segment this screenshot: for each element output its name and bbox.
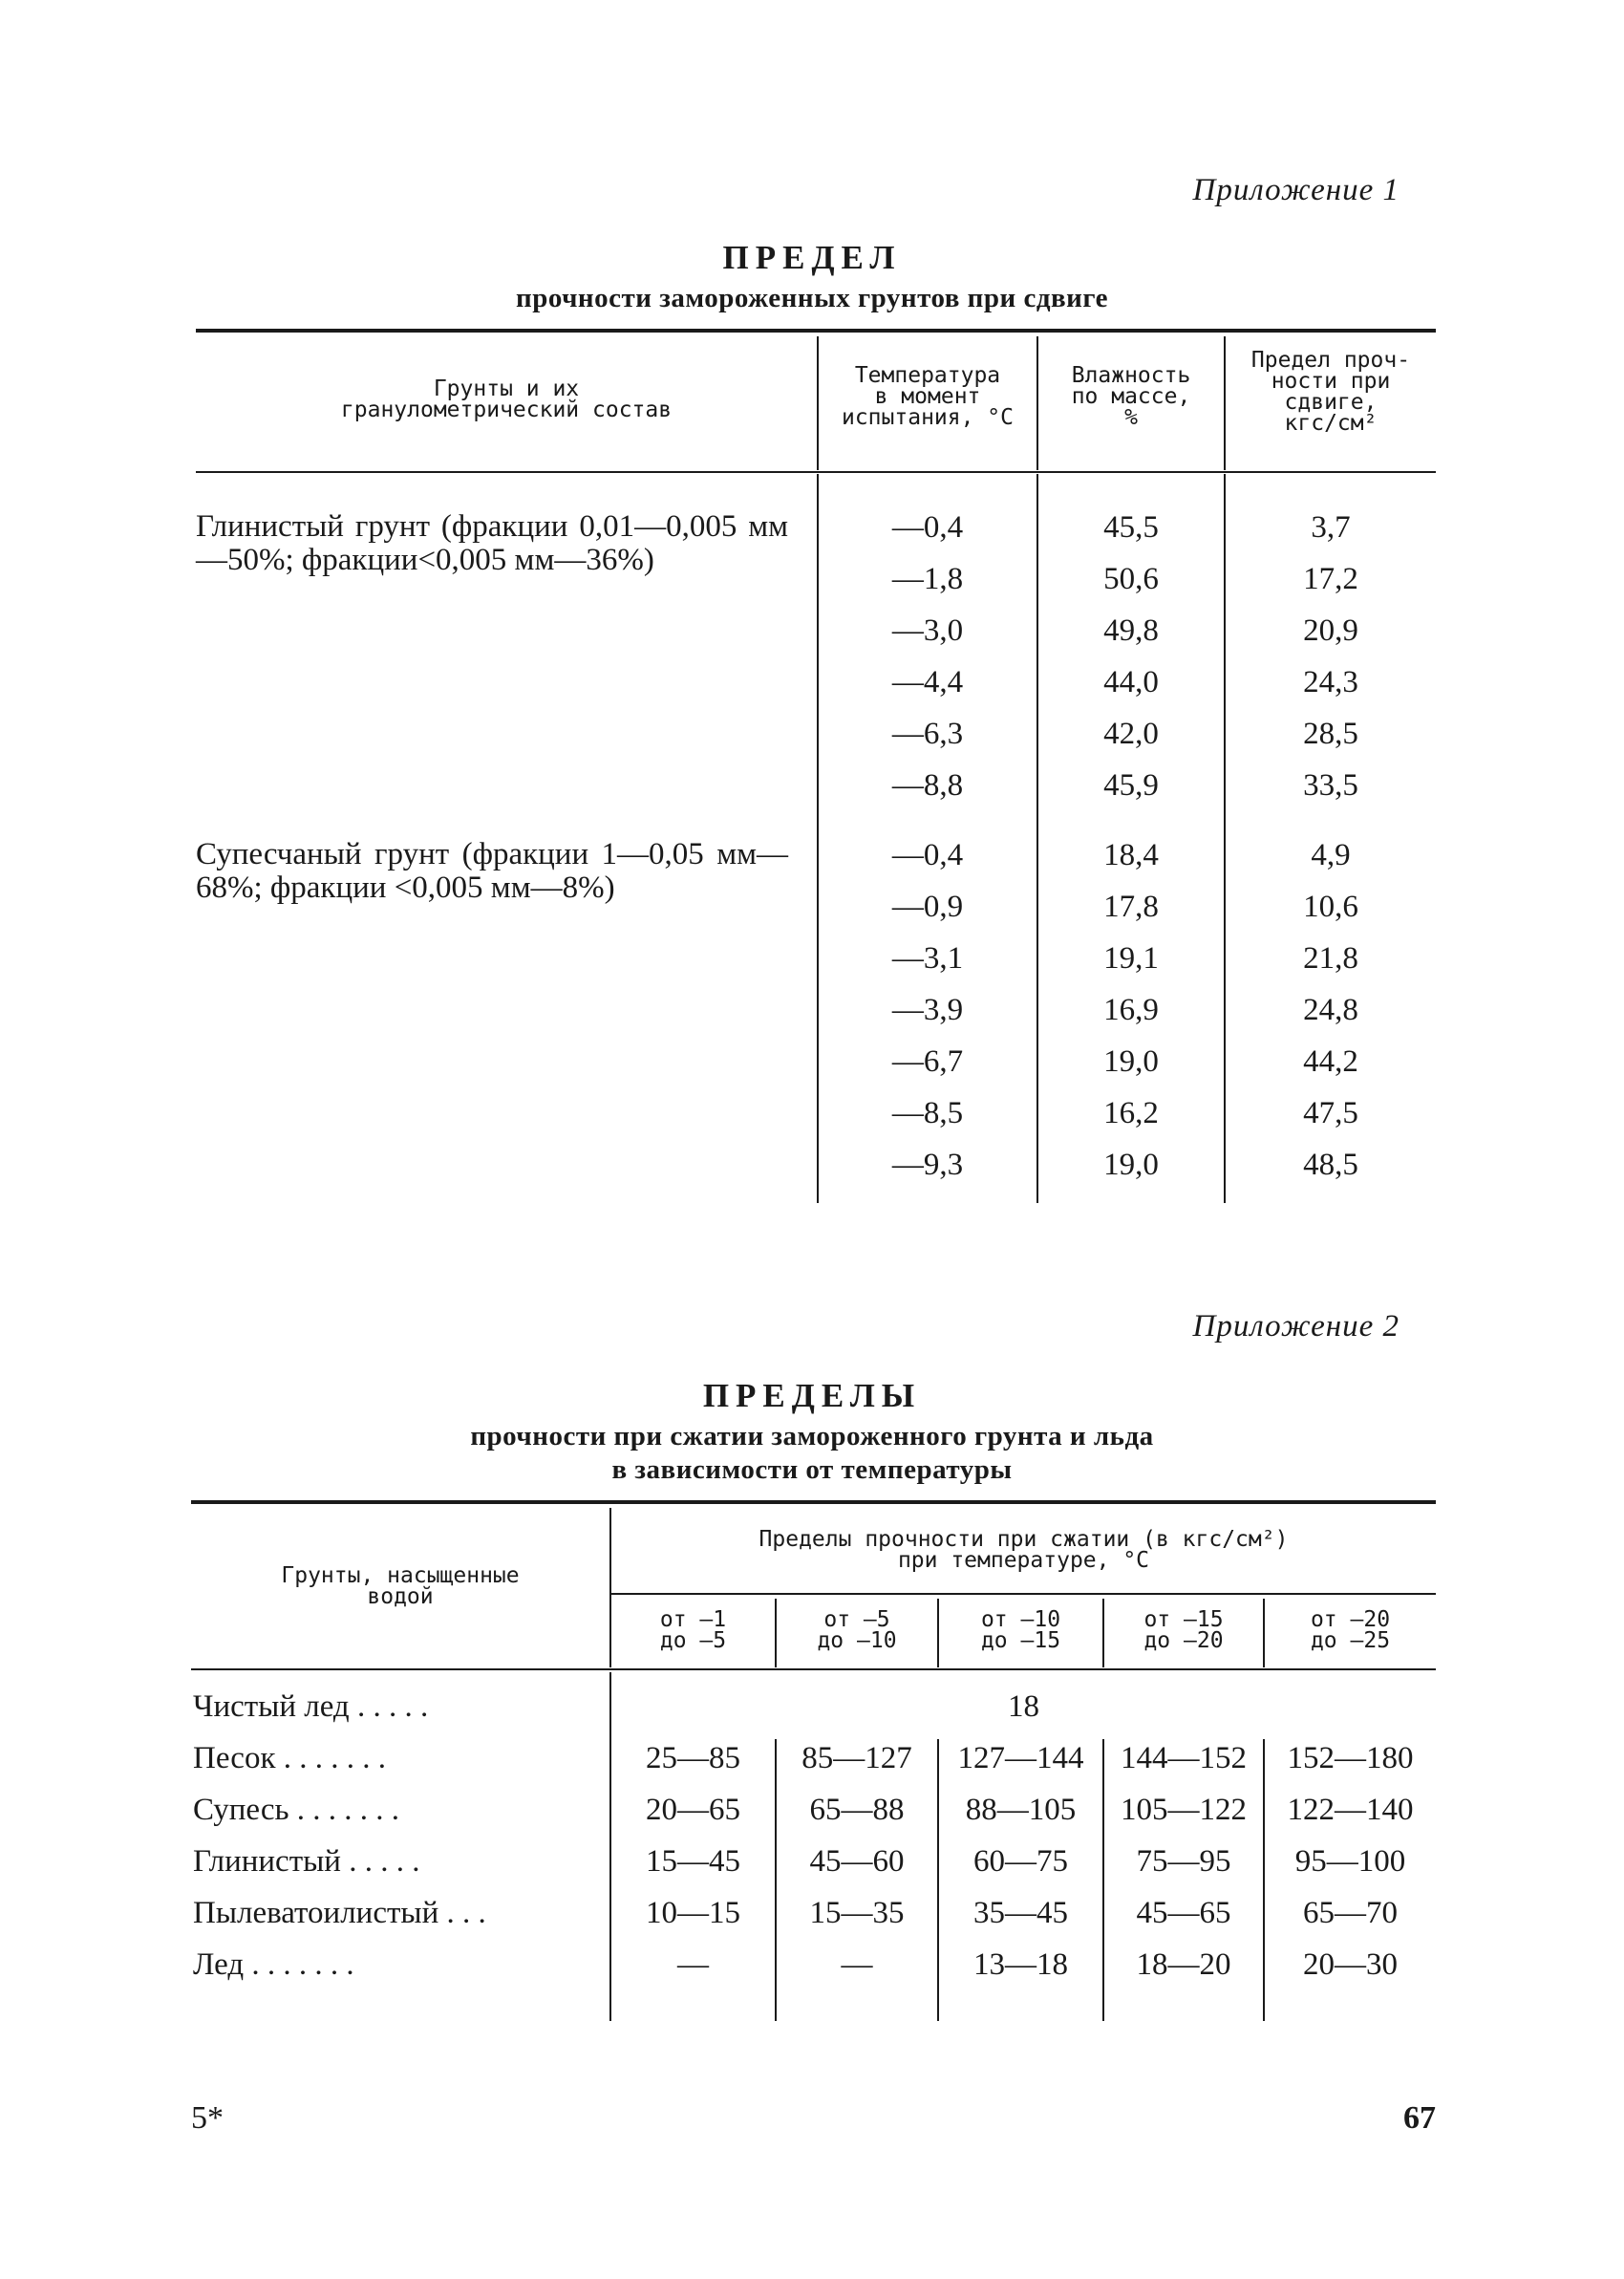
moisture-cell: 19,0 xyxy=(1103,1148,1159,1182)
appendix-2-label: Приложение 2 xyxy=(1192,1309,1400,1344)
table-2-header-range: от —1 до —5 xyxy=(659,1607,727,1653)
temperature-cell: —8,8 xyxy=(891,768,964,803)
table-1-header-temperature: Температура в момент испытания, °С xyxy=(841,363,1014,430)
moisture-cell: 17,8 xyxy=(1103,890,1159,924)
table-2-header-range: от —10 до —15 xyxy=(980,1607,1061,1653)
temperature-cell: —8,5 xyxy=(891,1096,964,1130)
shear-strength-cell: 24,8 xyxy=(1303,993,1358,1027)
strength-cell: 152—180 xyxy=(1287,1741,1414,1775)
temperature-cell: —1,8 xyxy=(891,562,964,596)
table-2-header-group: Пределы прочности при сжатии (в кгс/см²) при температуре, °С xyxy=(759,1527,1289,1573)
strength-cell: — xyxy=(677,1947,709,1982)
strength-cell: 122—140 xyxy=(1287,1793,1414,1827)
strength-cell: — xyxy=(841,1947,873,1982)
table-1-header-moisture: Влажность по массе, % xyxy=(1071,363,1191,430)
table-1 xyxy=(196,329,1436,1203)
table-2-header-range: от —15 до —20 xyxy=(1143,1607,1224,1653)
temperature-cell: —3,9 xyxy=(891,993,964,1027)
strength-cell: 65—70 xyxy=(1303,1896,1398,1930)
temperature-cell: —6,3 xyxy=(891,717,964,751)
shear-strength-cell: 24,3 xyxy=(1303,665,1358,699)
table-2-title: ПРЕДЕЛЫ xyxy=(702,1377,922,1414)
table-1-subtitle: прочности замороженных грунтов при сдвиге xyxy=(515,283,1109,313)
temperature-cell: —0,4 xyxy=(891,838,964,872)
temperature-cell: —0,9 xyxy=(891,890,964,924)
strength-cell: 15—45 xyxy=(646,1844,740,1879)
strength-cell: 15—35 xyxy=(809,1896,905,1930)
table-2-subtitle-line-1: прочности при сжатии замороженного грунта и льда xyxy=(470,1421,1154,1451)
temperature-cell: —0,4 xyxy=(891,510,964,545)
strength-cell: 13—18 xyxy=(973,1947,1068,1982)
strength-cell: 25—85 xyxy=(646,1741,740,1775)
shear-strength-cell: 10,6 xyxy=(1303,890,1358,924)
shear-strength-cell: 3,7 xyxy=(1311,510,1351,545)
moisture-cell: 19,1 xyxy=(1103,941,1159,976)
shear-strength-cell: 17,2 xyxy=(1303,562,1358,596)
strength-cell: 127—144 xyxy=(957,1741,1084,1775)
moisture-cell: 19,0 xyxy=(1103,1044,1159,1079)
shear-strength-cell: 48,5 xyxy=(1303,1148,1358,1182)
strength-cell: 95—100 xyxy=(1294,1844,1406,1879)
strength-cell: 60—75 xyxy=(973,1844,1068,1879)
row-label-sand: Песок . . . . . . . xyxy=(193,1741,386,1775)
table-1-header-shear-strength: Предел проч- ности при сдвиге, кгс/см² xyxy=(1250,348,1411,436)
temperature-cell: —3,0 xyxy=(891,613,964,648)
strength-cell: 35—45 xyxy=(973,1896,1068,1930)
strength-cell: 65—88 xyxy=(809,1793,905,1827)
table-2-header-range: от —20 до —25 xyxy=(1310,1607,1391,1653)
table-2 xyxy=(191,1500,1436,2021)
shear-strength-cell: 33,5 xyxy=(1303,768,1358,803)
strength-cell: 75—95 xyxy=(1136,1844,1231,1879)
strength-cell: 45—60 xyxy=(809,1844,905,1879)
table-1-top-rule xyxy=(196,329,1436,333)
row-label-ice: Лед . . . . . . . xyxy=(193,1947,354,1982)
table-2-header-rule xyxy=(191,1668,1436,1670)
row-label-silty: Пылеватоилистый . . . xyxy=(193,1896,486,1930)
moisture-cell: 49,8 xyxy=(1103,613,1159,648)
strength-cell: 20—65 xyxy=(646,1793,740,1827)
shear-strength-cell: 20,9 xyxy=(1303,613,1358,648)
strength-cell: 105—122 xyxy=(1121,1793,1247,1827)
moisture-cell: 18,4 xyxy=(1103,838,1159,872)
shear-strength-cell: 21,8 xyxy=(1303,941,1358,976)
row-label-clay: Глинистый . . . . . xyxy=(193,1844,420,1879)
moisture-cell: 44,0 xyxy=(1103,665,1159,699)
strength-cell: 45—65 xyxy=(1136,1896,1231,1930)
strength-cell: 10—15 xyxy=(646,1896,740,1930)
strength-cell: 88—105 xyxy=(965,1793,1077,1827)
moisture-cell: 42,0 xyxy=(1103,717,1159,751)
moisture-cell: 50,6 xyxy=(1103,562,1159,596)
strength-cell: 85—127 xyxy=(801,1741,912,1775)
table-1-header-rule xyxy=(196,471,1436,473)
strength-cell: 18—20 xyxy=(1136,1947,1231,1982)
shear-strength-cell: 47,5 xyxy=(1303,1096,1358,1130)
strength-cell: 144—152 xyxy=(1121,1741,1247,1775)
temperature-cell: —3,1 xyxy=(891,941,964,976)
shear-strength-cell: 44,2 xyxy=(1303,1044,1358,1079)
table-2-subtitle-line-2: в зависимости от температуры xyxy=(611,1454,1013,1485)
shear-strength-cell: 4,9 xyxy=(1311,838,1351,872)
table-2-top-rule xyxy=(191,1500,1436,1504)
moisture-cell: 45,5 xyxy=(1103,510,1159,545)
appendix-1-label: Приложение 1 xyxy=(1192,173,1400,207)
row-label-pure-ice: Чистый лед . . . . . xyxy=(193,1689,429,1724)
page-number: 67 xyxy=(1403,2100,1436,2136)
table-1-header-soil: Грунты и их гранулометрический состав xyxy=(340,376,673,422)
table-2-header-range: от —5 до —10 xyxy=(817,1607,897,1653)
temperature-cell: —6,7 xyxy=(891,1044,964,1079)
moisture-cell: 45,9 xyxy=(1103,768,1159,803)
moisture-cell: 16,2 xyxy=(1103,1096,1159,1130)
shear-strength-cell: 28,5 xyxy=(1303,717,1358,751)
temperature-cell: —4,4 xyxy=(891,665,964,699)
soil-description-sandy-loam: Супесчаный грунт (фракции 1—0,05 мм—68%; фракции <0,005 мм—8%) xyxy=(196,837,788,905)
strength-cell: 20—30 xyxy=(1303,1947,1398,1982)
soil-description-clay: Глинистый грунт (фракции 0,01—0,005 мм—50%; фракции<0,005 мм—36%) xyxy=(196,509,788,577)
merged-value-cell: 18 xyxy=(1008,1689,1039,1724)
moisture-cell: 16,9 xyxy=(1103,993,1159,1027)
table-2-header-soils: Грунты, насыщенные водой xyxy=(281,1563,520,1609)
table-1-title: ПРЕДЕЛ xyxy=(722,239,902,276)
table-2-group-rule xyxy=(609,1593,1436,1595)
signature-mark: 5* xyxy=(191,2100,224,2136)
row-label-sandy-loam: Супесь . . . . . . . xyxy=(193,1793,400,1827)
temperature-cell: —9,3 xyxy=(891,1148,964,1182)
